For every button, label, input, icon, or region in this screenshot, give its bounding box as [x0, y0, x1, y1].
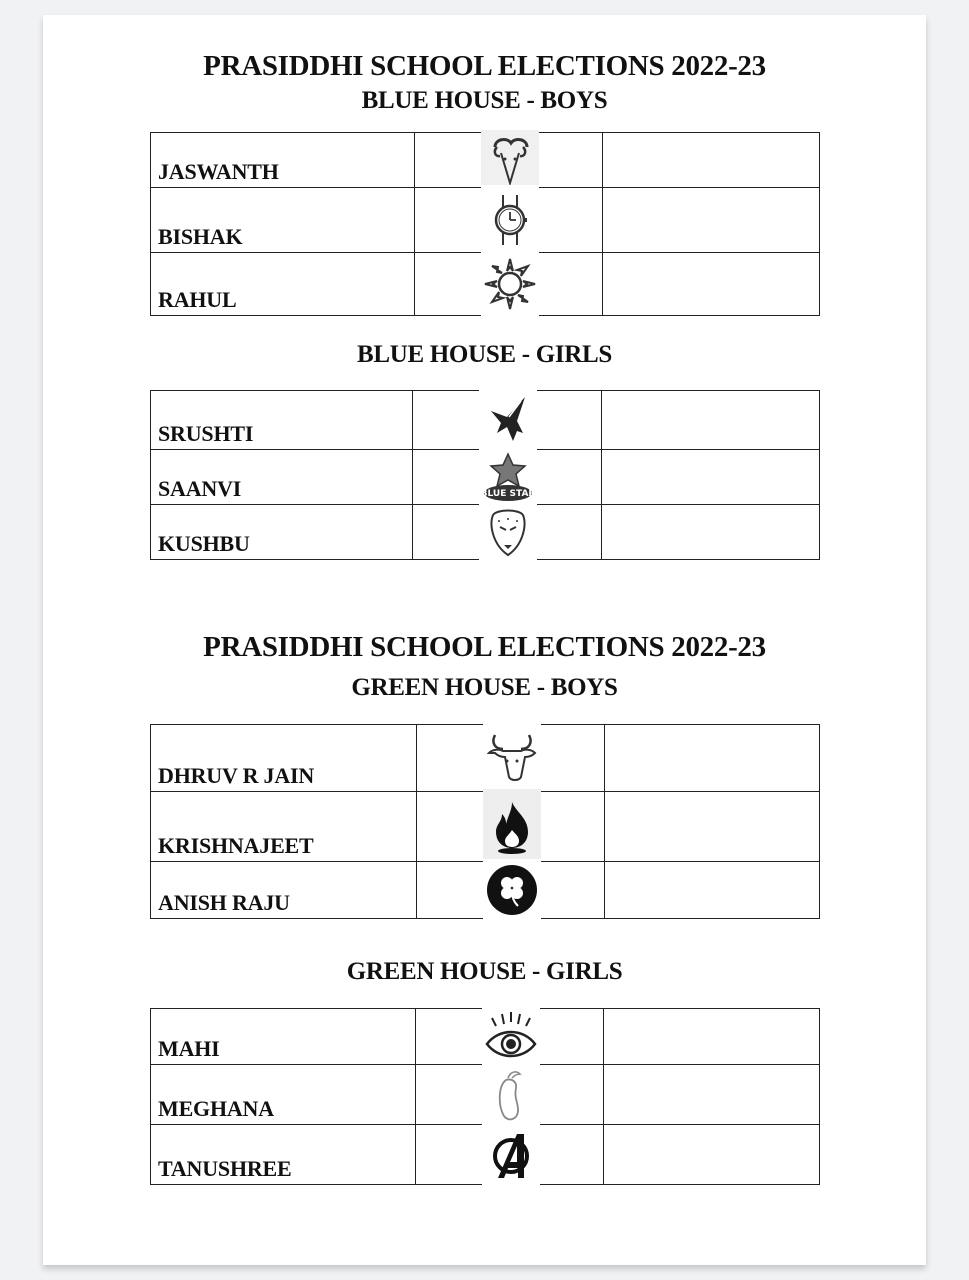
candidate-row [151, 1065, 820, 1125]
candidate-name: RAHUL [151, 253, 415, 316]
ballot-table-blue-girls [150, 390, 820, 560]
vote-cell[interactable] [605, 792, 820, 862]
symbol-cell [417, 862, 605, 919]
candidate-name: DHRUV R JAIN [151, 725, 417, 792]
ballot-table-green-girls [150, 1008, 820, 1185]
section-heading-blue-boys: BLUE HOUSE - BOYS [361, 87, 608, 114]
symbol-cell [416, 1065, 604, 1125]
vote-cell[interactable] [605, 862, 820, 919]
election-title: PRASIDDHI SCHOOL ELECTIONS 2022-23 [203, 631, 766, 663]
vote-cell[interactable] [602, 391, 820, 450]
candidate-name: KRISHNAJEET [151, 792, 417, 862]
symbol-cell [413, 450, 602, 505]
svg-text:BLUE STAR: BLUE STAR [481, 489, 535, 499]
vote-cell[interactable] [605, 725, 820, 792]
clover-icon [485, 863, 539, 917]
candidate-name: BISHAK [151, 188, 415, 253]
candidate-row [151, 862, 820, 919]
candidate-row [151, 792, 820, 862]
symbol-cell [416, 1009, 604, 1065]
eye-icon [484, 1010, 538, 1064]
candidate-name: ANISH RAJU [151, 862, 417, 919]
candidate-row [151, 188, 820, 253]
candidate-row [151, 725, 820, 792]
candidate-name: TANUSHREE [151, 1125, 416, 1185]
symbol-cell [415, 133, 603, 188]
symbol-cell [417, 725, 605, 792]
vote-cell[interactable] [604, 1065, 820, 1125]
ballot-table-green-boys [150, 724, 820, 919]
symbol-cell [415, 188, 603, 253]
section-heading-green-girls: GREEN HOUSE - GIRLS [346, 958, 623, 985]
ram-icon [483, 133, 537, 187]
candidate-row [151, 391, 820, 450]
candidate-name: MAHI [151, 1009, 416, 1065]
wristwatch-icon [483, 193, 537, 247]
candidate-row [151, 1009, 820, 1065]
vote-cell[interactable] [603, 253, 820, 316]
candidate-row [151, 450, 820, 505]
candidate-row [151, 505, 820, 560]
bull-icon [485, 731, 539, 785]
candidate-name: SRUSHTI [151, 391, 413, 450]
candidate-name: MEGHANA [151, 1065, 416, 1125]
section-heading-green-boys: GREEN HOUSE - BOYS [351, 674, 618, 701]
vote-cell[interactable] [603, 188, 820, 253]
cheetah-icon [481, 505, 535, 559]
section-heading-blue-girls: BLUE HOUSE - GIRLS [356, 341, 613, 368]
candidate-name: KUSHBU [151, 505, 413, 560]
candidate-name: SAANVI [151, 450, 413, 505]
avengers-icon [484, 1128, 538, 1182]
candidate-row [151, 1125, 820, 1185]
candidate-row [151, 133, 820, 188]
symbol-cell [413, 391, 602, 450]
candidate-row [151, 253, 820, 316]
ballot-table-blue-boys [150, 132, 820, 316]
vote-cell[interactable] [604, 1125, 820, 1185]
vote-cell[interactable] [602, 505, 820, 560]
candidate-name: JASWANTH [151, 133, 415, 188]
election-title: PRASIDDHI SCHOOL ELECTIONS 2022-23 [203, 50, 766, 82]
vote-cell[interactable] [602, 450, 820, 505]
symbol-cell [413, 505, 602, 560]
fire-icon [485, 800, 539, 854]
symbol-cell [417, 792, 605, 862]
sun-icon [483, 257, 537, 311]
symbol-cell [415, 253, 603, 316]
blue-star-icon [481, 450, 535, 504]
vote-cell[interactable] [603, 133, 820, 188]
mango-icon [484, 1068, 538, 1122]
vote-cell[interactable] [604, 1009, 820, 1065]
symbol-cell [416, 1125, 604, 1185]
eagle-icon [481, 393, 535, 447]
